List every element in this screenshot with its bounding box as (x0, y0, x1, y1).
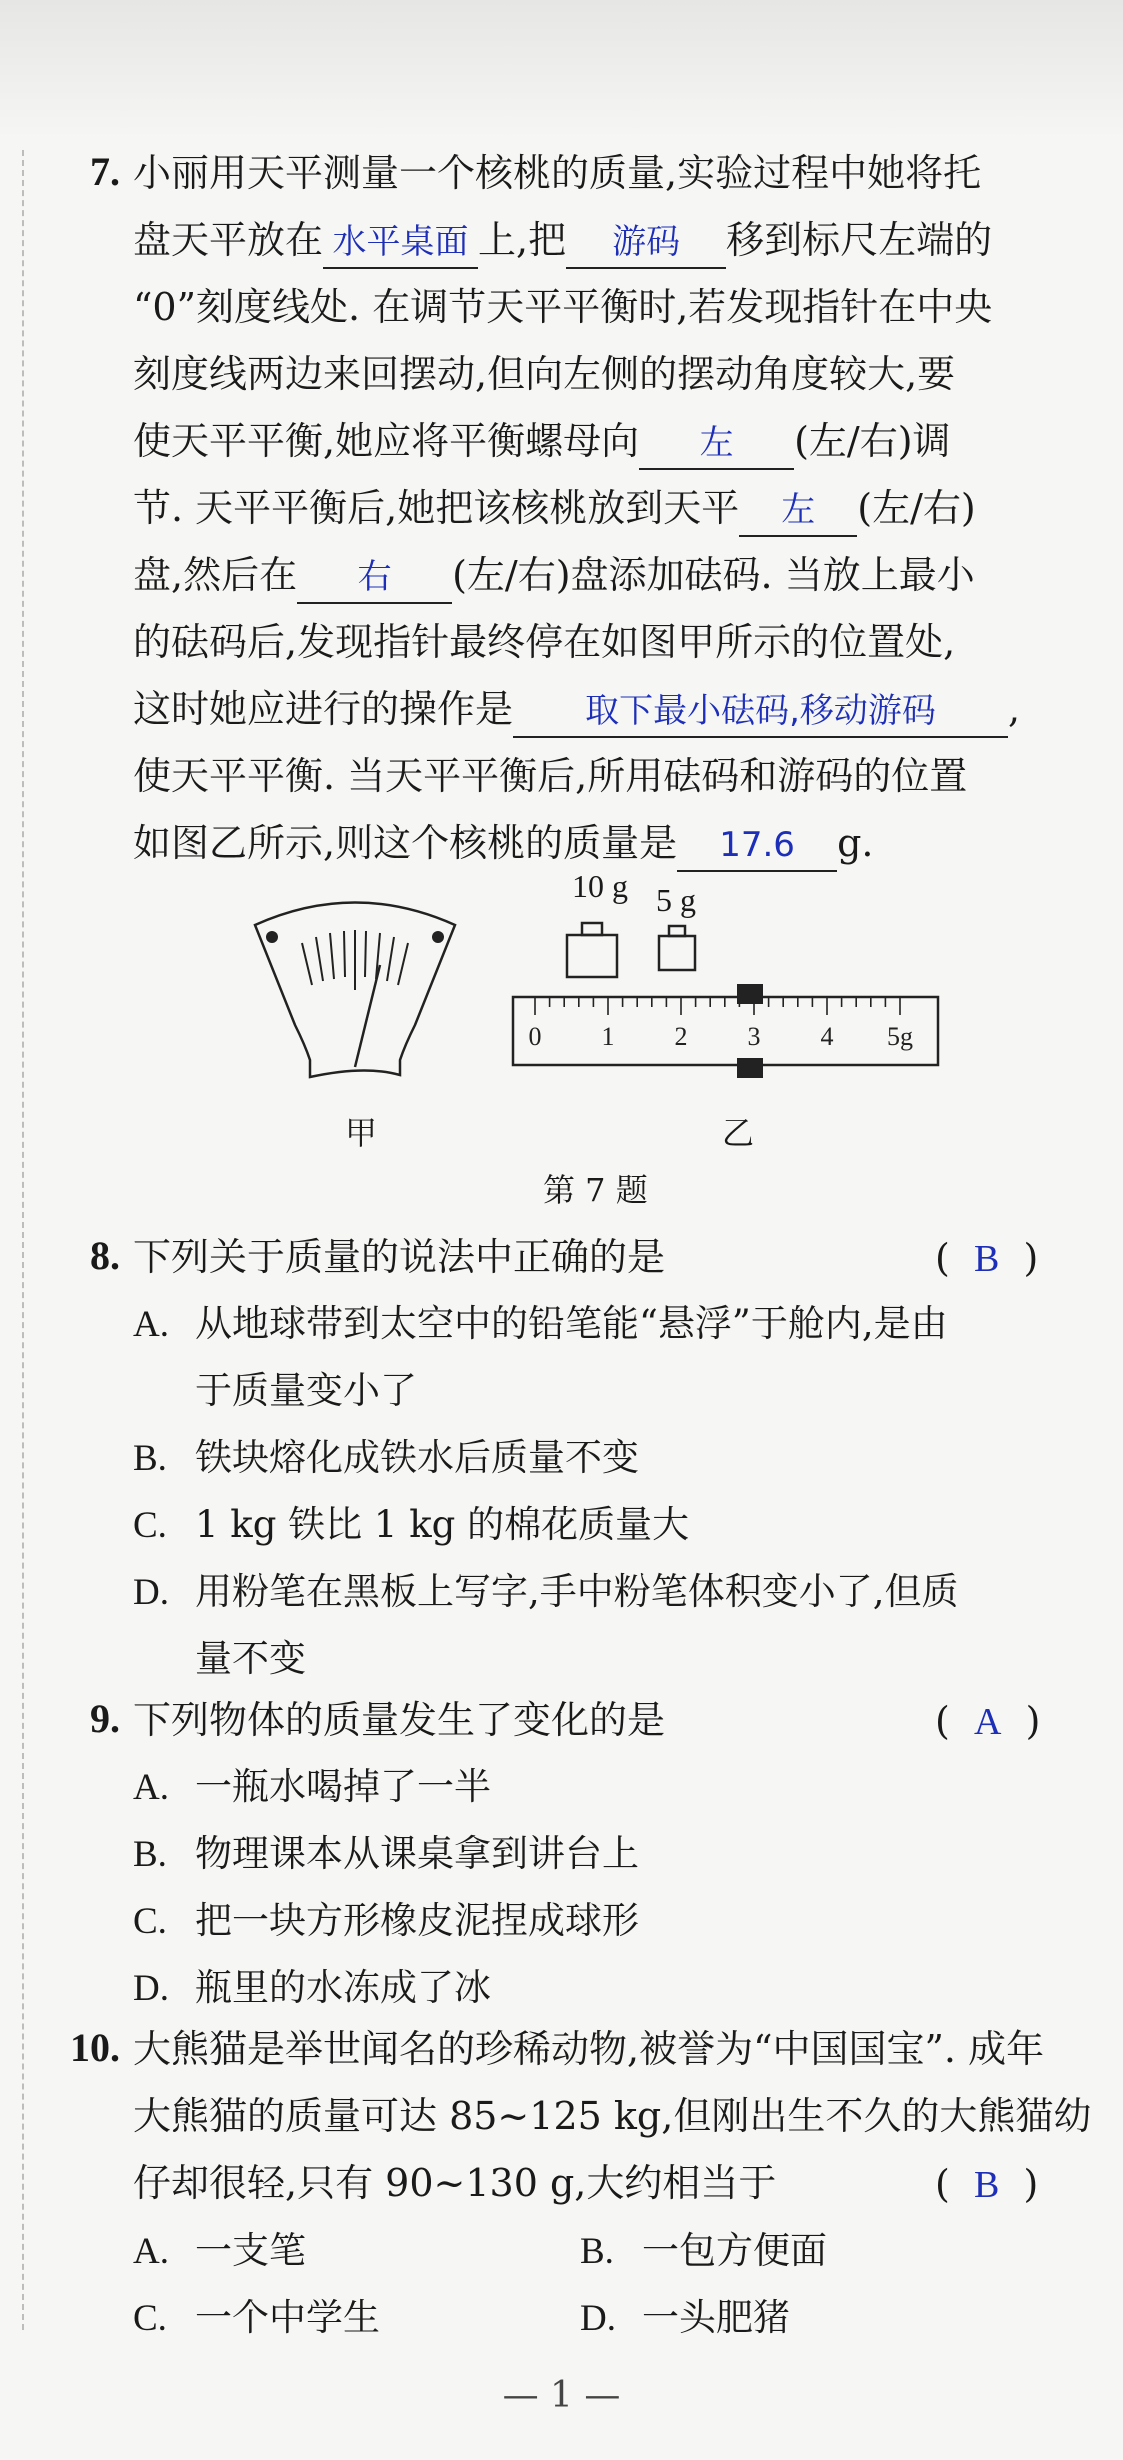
q7-answer7: 17.6 (719, 825, 795, 865)
q10-number: 10. (70, 2025, 120, 2070)
q9-option-b-text: 物理课本从课桌拿到讲台上 (195, 1832, 639, 1875)
q10-option-a-letter: A. (133, 2231, 169, 2272)
q7-blank7[interactable] (677, 818, 837, 872)
q9-option-d[interactable] (133, 1954, 491, 2022)
q9-stem: 下列物体的质量发生了变化的是 (133, 1698, 666, 1742)
q7-line2 (133, 207, 1063, 274)
q7-line6-a: 节. 天平平衡后,她把该核桃放到天平 (133, 486, 740, 530)
q9-option-a-text: 一瓶水喝掉了一半 (195, 1765, 491, 1808)
q7-answer6: 取下最小砝码,移动游码 (585, 691, 936, 731)
q8-number: 8. (90, 1233, 120, 1278)
q7-line9-a: 这时她应进行的操作是 (133, 687, 514, 731)
q8-option-b-text: 铁块熔化成铁水后质量不变 (195, 1436, 639, 1479)
scale-bar (513, 997, 938, 1065)
q10-line2: 大熊猫的质量可达 85~125 kg,但刚出生不久的大熊猫幼 (133, 2094, 1092, 2138)
page-top-shade (0, 0, 1123, 140)
q8-option-b-letter: B. (133, 1438, 167, 1479)
q9-option-d-letter: D. (133, 1968, 169, 2009)
q7-line11-b: g. (837, 821, 874, 865)
q7-answer5: 右 (357, 557, 392, 597)
q10-answer-bracket[interactable]: ( B ) (935, 2162, 1039, 2206)
q7-line5 (133, 408, 1063, 475)
q7-text (133, 140, 1063, 877)
scale-tick-label: 4 (820, 1022, 834, 1051)
q10-answer: B (973, 2164, 1000, 2206)
q9-option-c[interactable] (133, 1887, 639, 1955)
scale-tick-label: 1 (601, 1022, 615, 1051)
q7-answer2: 游码 (612, 222, 681, 262)
q7-line6 (133, 475, 1063, 542)
q8-answer: B (973, 1238, 1000, 1280)
page-number: — 1 — (502, 2375, 621, 2416)
q7-line3: “0”刻度线处. 在调节天平平衡时,若发现指针在中央 (133, 285, 993, 329)
q9-option-a-letter: A. (133, 1767, 169, 1808)
q7-line2-b: 上,把 (478, 218, 567, 262)
q7-blank4[interactable] (739, 483, 857, 537)
q10-option-b-text: 一包方便面 (642, 2229, 827, 2272)
q7-line4: 刻度线两边来回摆动,但向左侧的摆动角度较大,要 (133, 352, 956, 396)
q8-answer-bracket[interactable]: ( B ) (935, 1236, 1039, 1280)
q7-blank5[interactable] (297, 550, 452, 604)
figure-jia-label: 甲 (345, 1114, 378, 1152)
weight2-label: 5 g (656, 882, 696, 918)
q8-option-b[interactable] (133, 1424, 639, 1492)
dial-pointer (355, 965, 380, 1067)
q7-blank6[interactable] (513, 684, 1008, 738)
q9-number: 9. (90, 1696, 120, 1741)
q7-line2-a: 盘天平放在 (133, 218, 324, 262)
q8-option-d-text: 用粉笔在黑板上写字,手中粉笔体积变小了,但质 (195, 1570, 959, 1613)
q9-option-d-text: 瓶里的水冻成了冰 (195, 1966, 491, 2009)
q7-blank3[interactable] (639, 416, 794, 470)
figure-jia-dial (240, 895, 470, 1095)
rider-top (737, 984, 763, 1004)
q10-line1: 大熊猫是举世闻名的珍稀动物,被誉为“中国国宝”. 成年 (133, 2027, 1045, 2071)
q9-option-c-text: 把一块方形橡皮泥捏成球形 (195, 1899, 639, 1942)
q10-option-d-letter: D. (580, 2298, 616, 2339)
binding-margin-line (22, 150, 24, 2330)
dial-screw-right (432, 931, 444, 943)
figure-yi-scale (505, 912, 945, 1097)
rider-bottom (737, 1058, 763, 1078)
q10-option-d-text: 一头肥猪 (642, 2296, 790, 2339)
q7-line1: 小丽用天平测量一个核桃的质量,实验过程中她将托 (133, 151, 982, 195)
q9-answer: A (973, 1701, 1002, 1743)
dial-scale-ticks (302, 930, 408, 990)
weight-5g (659, 926, 695, 970)
weight1-label: 10 g (572, 868, 628, 904)
q10-option-a-text: 一支笔 (195, 2229, 306, 2272)
q10-text (133, 2016, 1092, 2217)
q9-option-a[interactable] (133, 1753, 491, 1821)
q9-option-b-letter: B. (133, 1834, 167, 1875)
q7-line9 (133, 676, 1063, 743)
q9-answer-bracket[interactable]: ( A ) (935, 1699, 1041, 1743)
q10-option-c[interactable] (133, 2284, 380, 2352)
scale-tick-label: 2 (674, 1022, 688, 1051)
q7-line8: 的砝码后,发现指针最终停在如图甲所示的位置处, (133, 620, 956, 664)
q10-option-b-letter: B. (580, 2231, 614, 2272)
q8-option-a[interactable] (133, 1290, 948, 1358)
q7-line7-a: 盘,然后在 (133, 553, 298, 597)
q9-option-c-letter: C. (133, 1901, 167, 1942)
q8-option-a-text: 从地球带到太空中的铅笔能“悬浮”于舱内,是由 (195, 1302, 948, 1345)
q10-option-d[interactable] (580, 2284, 790, 2352)
q8-option-c-text: 1 kg 铁比 1 kg 的棉花质量大 (195, 1503, 690, 1546)
q7-line9-b: , (1008, 687, 1021, 731)
q7-line11-a: 如图乙所示,则这个核桃的质量是 (133, 821, 678, 865)
q7-line5-a: 使天平平衡,她应将平衡螺母向 (133, 419, 640, 463)
q8-option-a-letter: A. (133, 1304, 169, 1345)
q7-line10: 使天平平衡. 当天平平衡后,所用砝码和游码的位置 (133, 754, 968, 798)
q7-line5-b: (左/右)调 (794, 419, 951, 463)
q8-option-d-letter: D. (133, 1572, 169, 1613)
q7-number: 7. (90, 149, 120, 194)
scale-tick-label: 3 (747, 1022, 761, 1051)
q7-answer1: 水平桌面 (332, 222, 469, 262)
scale-tick-label: 5g (887, 1022, 913, 1051)
q8-stem: 下列关于质量的说法中正确的是 (133, 1235, 666, 1279)
q7-answer4: 左 (781, 490, 816, 530)
q7-line6-b: (左/右) (857, 486, 976, 530)
q8-option-c-letter: C. (133, 1505, 167, 1546)
q8-option-a-cont: 于质量变小了 (195, 1369, 417, 1412)
q7-line11 (133, 810, 1063, 877)
q9-option-b[interactable] (133, 1820, 639, 1888)
q8-option-c[interactable] (133, 1491, 689, 1559)
figure-caption: 第 7 题 (543, 1171, 648, 1209)
q8-option-d[interactable] (133, 1558, 959, 1626)
q7-line7 (133, 542, 1063, 609)
figure-yi-label: 乙 (722, 1114, 755, 1152)
q7-blank2[interactable] (566, 215, 726, 269)
q10-option-a[interactable] (133, 2217, 306, 2285)
q7-line7-b: (左/右)盘添加砝码. 当放上最小 (452, 553, 975, 597)
q7-answer3: 左 (699, 423, 734, 463)
q10-option-c-letter: C. (133, 2298, 167, 2339)
dial-screw-left (266, 931, 278, 943)
scale-tick-label: 0 (528, 1022, 542, 1051)
weight-10g (567, 923, 617, 977)
q10-option-c-text: 一个中学生 (195, 2296, 380, 2339)
q8-option-d-cont: 量不变 (195, 1637, 306, 1680)
q10-option-b[interactable] (580, 2217, 827, 2285)
q10-line3: 仔却很轻,只有 90~130 g,大约相当于 (133, 2161, 777, 2205)
q7-blank1[interactable] (323, 215, 478, 269)
q7-line2-c: 移到标尺左端的 (726, 218, 993, 262)
